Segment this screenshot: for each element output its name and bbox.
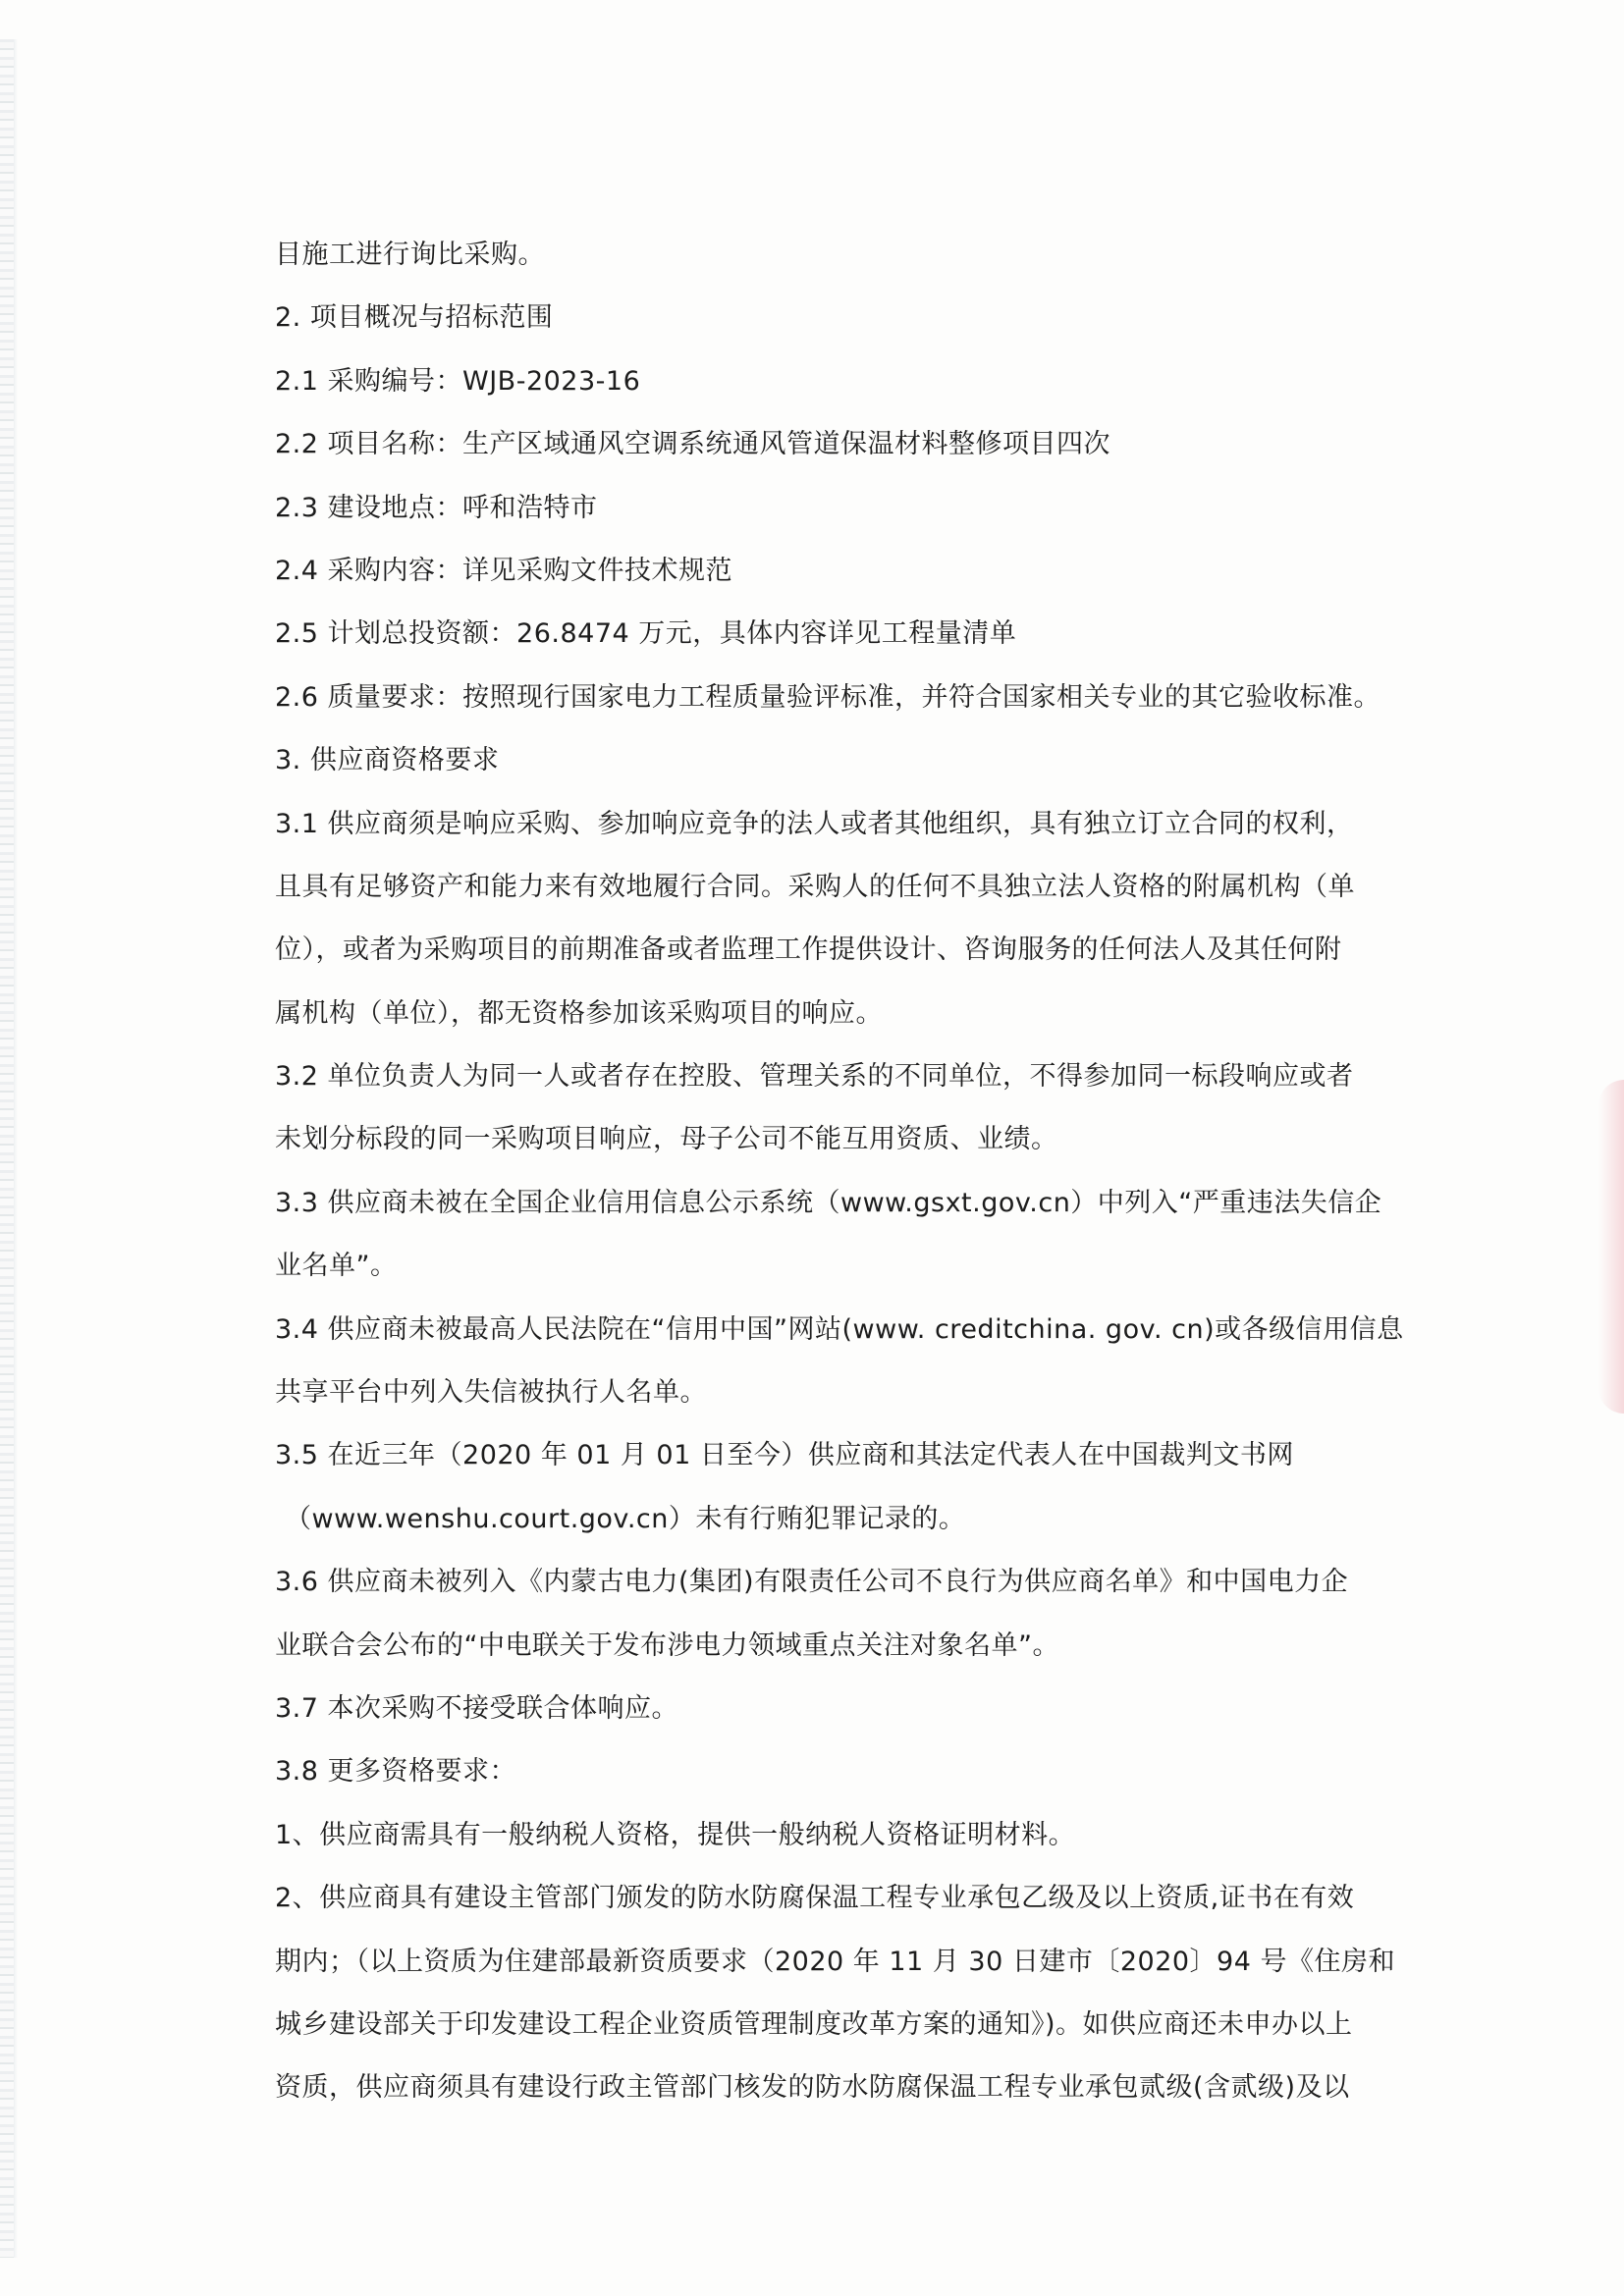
text-line: 资质，供应商须具有建设行政主管部门核发的防水防腐保温工程专业承包贰级(含贰级)及以: [275, 2072, 1350, 2104]
text-line: 共享平台中列入失信被执行人名单。: [275, 1377, 707, 1409]
stamp-trace: [1598, 1080, 1624, 1414]
text-line: 2、供应商具有建设主管部门颁发的防水防腐保温工程专业承包乙级及以上资质,证书在有效: [275, 1883, 1355, 1914]
text-line: 3.7 本次采购不接受联合体响应。: [275, 1692, 679, 1724]
text-line: 目施工进行询比采购。: [275, 240, 545, 270]
text-line: 城乡建设部关于印发建设工程企业资质管理制度改革方案的通知》)。如供应商还未申办以上: [275, 2008, 1353, 2040]
scan-edge-shadow: [14, 39, 18, 2258]
section-heading: 2. 项目概况与招标范围: [275, 302, 554, 334]
text-line: 属机构（单位），都无资格参加该采购项目的响应。: [275, 997, 883, 1029]
text-line: 2.4 采购内容：详见采购文件技术规范: [275, 555, 733, 586]
text-line: 业名单”。: [275, 1251, 398, 1282]
text-line: 3.6 供应商未被列入《内蒙古电力(集团)有限责任公司不良行为供应商名单》和中国电力企: [275, 1567, 1349, 1598]
text-line: 且具有足够资产和能力来有效地履行合同。采购人的任何不具独立法人资格的附属机构（单: [275, 871, 1355, 902]
text-line: 3.1 供应商须是响应采购、参加响应竞争的法人或者其他组织，具有独立订立合同的权利，: [275, 808, 1354, 839]
section-heading: 3. 供应商资格要求: [275, 745, 500, 776]
text-line: 期内；（以上资质为住建部最新资质要求（2020 年 11 月 30 日建市〔2020〕94 号《住房和: [275, 1946, 1395, 1977]
text-line: 3.4 供应商未被最高人民法院在“信用中国”网站(www. creditchina. gov. cn)或各级信用信息: [275, 1313, 1404, 1345]
text-line: 2.5 计划总投资额：26.8474 万元，具体内容详见工程量清单: [275, 618, 1017, 650]
text-line: （www.wenshu.court.gov.cn）未有行贿犯罪记录的。: [285, 1503, 966, 1534]
text-line: 1、供应商需具有一般纳税人资格，提供一般纳税人资格证明材料。: [275, 1819, 1076, 1850]
scan-edge-artifact: [0, 39, 14, 2258]
text-line: 3.8 更多资格要求：: [275, 1756, 517, 1788]
text-line: 3.3 供应商未被在全国企业信用信息公示系统（www.gsxt.gov.cn）中列入“严重违法失信企: [275, 1187, 1382, 1218]
text-line: 2.2 项目名称：生产区域通风空调系统通风管道保温材料整修项目四次: [275, 429, 1111, 460]
text-line: 位），或者为采购项目的前期准备或者监理工作提供设计、咨询服务的任何法人及其任何附: [275, 934, 1342, 966]
text-line: 2.3 建设地点：呼和浩特市: [275, 492, 598, 523]
text-line: 3.2 单位负责人为同一人或者存在控股、管理关系的不同单位，不得参加同一标段响应或者: [275, 1061, 1354, 1093]
text-line: 业联合会公布的“中电联关于发布涉电力领域重点关注对象名单”。: [275, 1629, 1059, 1661]
document-body: [275, 224, 1404, 2120]
text-line: 3.5 在近三年（2020 年 01 月 01 日至今）供应商和其法定代表人在中国裁判文书网: [275, 1440, 1294, 1471]
text-line: 未划分标段的同一采购项目响应，母子公司不能互用资质、业绩。: [275, 1124, 1058, 1155]
text-line: 2.6 质量要求：按照现行国家电力工程质量验评标准，并符合国家相关专业的其它验收标准。: [275, 681, 1381, 713]
text-line: 2.1 采购编号：WJB-2023-16: [275, 365, 641, 397]
